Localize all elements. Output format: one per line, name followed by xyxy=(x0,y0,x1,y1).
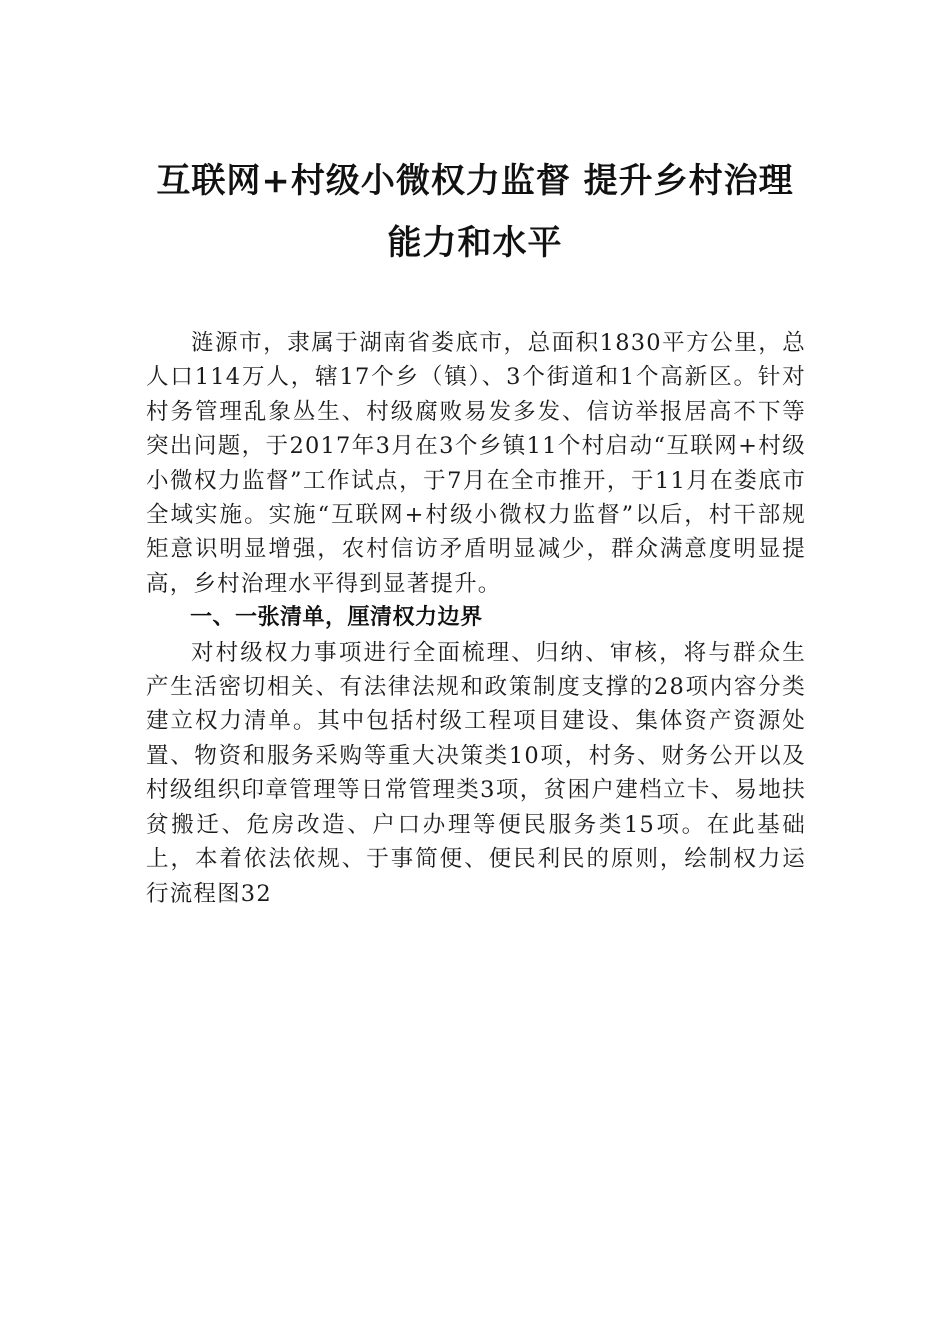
intro-paragraph: 涟源市，隶属于湖南省娄底市，总面积1830平方公里，总人口114万人，辖17个乡（镇）、3个街道和1个高新区。针对村务管理乱象丛生、村级腐败易发多发、信访举报居高不下等突出问题，于2017年3月在3个乡镇11个村启动“互联网+村级小微权力监督”工作试点，于7月在全市推开，于11月在娄底市全域实施。实施“互联网+村级小微权力监督”以后，村干部规矩意识明显增强，农村信访矛盾明显减少，群众满意度明显提高，乡村治理水平得到显著提升。 xyxy=(146,330,806,597)
document-body xyxy=(146,326,806,911)
section-paragraph: 对村级权力事项进行全面梳理、归纳、审核，将与群众生产生活密切相关、有法律法规和政策制度支撑的28项内容分类建立权力清单。其中包括村级工程项目建设、集体资产资源处置、物资和服务采购等重大决策类10项，村务、财务公开以及村级组织印章管理等日常管理类3项，贫困户建档立卡、易地扶贫搬迁、危房改造、户口办理等便民服务类15项。在此基础上，本着依法依规、于事简便、便民利民的原则，绘制权力运行流程图32 xyxy=(146,639,806,907)
section-heading: 一、一张清单，厘清权力边界 xyxy=(190,605,483,631)
document-title: 互联网+村级小微权力监督 提升乡村治理能力和水平 xyxy=(156,161,794,263)
